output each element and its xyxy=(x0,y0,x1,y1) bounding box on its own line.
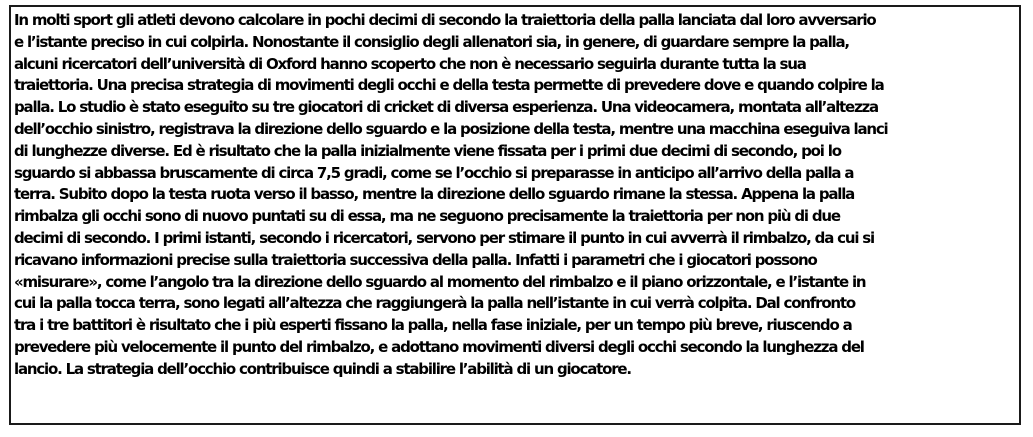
paragraph-line: decimi di secondo. I primi istanti, secondo i ricercatori, servono per stimare il punto in cui avverrà il rimbalzo, da cui si xyxy=(14,228,874,247)
paragraph-line: In molti sport gli atleti devono calcolare in pochi decimi di secondo la traiettoria della palla lanciata dal loro avversario xyxy=(14,11,876,29)
paragraph-line: terra. Subito dopo la testa ruota verso il basso, mentre la direzione dello sguardo rimane la stessa. Appena la palla xyxy=(14,185,855,204)
document-paragraph xyxy=(14,10,1026,381)
paragraph-line: lancio. La strategia dell’occhio contribuisce quindi a stabilire l’abilità di un giocatore. xyxy=(14,359,631,378)
paragraph-line: rimbalza gli occhi sono di nuovo puntati su di essa, ma ne seguono precisamente la traiettoria per non più di due xyxy=(14,207,840,226)
paragraph-line: cui la palla tocca terra, sono legati all’altezza che raggiungerà la palla nell’istante in cui verrà colpita. Dal confronto xyxy=(14,294,855,313)
paragraph-line: e l’istante preciso in cui colpirla. Nonostante il consiglio degli allenatori sia, in genere, di guardare sempre la palla, xyxy=(14,32,849,51)
paragraph-line: tra i tre battitori è risultato che i più esperti fissano la palla, nella fase iniziale, per un tempo più breve, riuscendo a xyxy=(14,316,852,335)
paragraph-line: alcuni ricercatori dell’università di Oxford hanno scoperto che non è necessario seguirla durante tutta la sua xyxy=(14,54,806,73)
paragraph-line: traiettoria. Una precisa strategia di movimenti degli occhi e della testa permette di prevedere dove e quando colpire la xyxy=(14,76,884,95)
paragraph-line: ricavano informazioni precise sulla traiettoria successiva della palla. Infatti i parametri che i giocatori possono xyxy=(14,250,817,269)
paragraph-line: «misurare», come l’angolo tra la direzione dello sguardo al momento del rimbalzo e il piano orizzontale, e l’istante in xyxy=(14,272,866,291)
paragraph-line: sguardo si abbassa bruscamente di circa 7,5 gradi, come se l’occhio si preparasse in anticipo all’arrivo della palla a xyxy=(14,163,854,182)
paragraph-line: palla. Lo studio è stato eseguito su tre giocatori di cricket di diversa esperienza. Una videocamera, montata all’altezza xyxy=(14,98,878,117)
paragraph-line: dell’occhio sinistro, registrava la direzione dello sguardo e la posizione della testa, mentre una macchina eseguiva lanci xyxy=(14,119,888,138)
paragraph-line: di lunghezze diverse. Ed è risultato che la palla inizialmente viene fissata per i primi due decimi di secondo, poi lo xyxy=(14,141,841,160)
paragraph-line: prevedere più velocemente il punto del rimbalzo, e adottano movimenti diversi degli occhi secondo la lunghezza del xyxy=(14,337,864,356)
